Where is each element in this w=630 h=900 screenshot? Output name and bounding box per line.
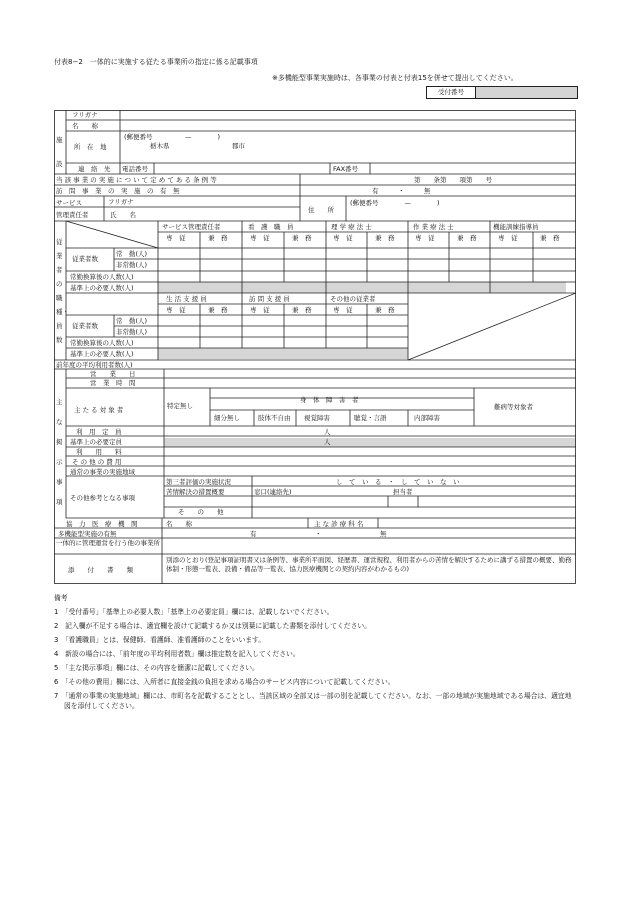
category-internal: 内部障害 bbox=[414, 414, 440, 422]
attachment-label: 添 付 書 類 bbox=[68, 566, 133, 574]
fte-label-1: 常勤換算後の人数(人) bbox=[70, 273, 134, 281]
business-hours-label: 営 業 時 間 bbox=[90, 379, 136, 387]
sub-fulltime-6: 専 従 bbox=[166, 306, 186, 314]
remark-item: 2 記入欄が不足する場合は、適宜欄を設けて記載するか又は別葉に記載した書類を添付してください。 bbox=[54, 622, 371, 630]
medical-institution-label: 協 力 医 療 機 関 bbox=[66, 520, 138, 528]
third-party-eval-value[interactable]: し て い る ・ し て い な い bbox=[336, 478, 460, 486]
facility-tel-label: 電話番号 bbox=[122, 165, 148, 173]
fulltime-label-2: 常 勤(人) bbox=[116, 317, 148, 325]
intractable-disease-label: 難病等対象者 bbox=[494, 403, 533, 411]
remarks-heading: 備考 bbox=[54, 594, 68, 602]
remark-item: 3 「看護職員」とは、保健師、看護師、准看護師のことをいいます。 bbox=[54, 636, 266, 644]
visiting-value[interactable]: 有 ・ 無 bbox=[372, 187, 431, 195]
sub-concurrent-5: 兼 務 bbox=[540, 234, 560, 242]
third-party-eval-label: 第三者評価の実施状況 bbox=[166, 478, 231, 486]
remark-item: 4 新設の場合には、「前年度の平均利用者数」欄は推定数を記入してください。 bbox=[54, 650, 300, 658]
sub-fulltime-5: 専 従 bbox=[498, 234, 518, 242]
other-fees-label: そ の 他 の 費 用 bbox=[72, 458, 122, 466]
capacity-label: 利 用 定 員 bbox=[76, 428, 122, 436]
ordinance-value[interactable]: 第 条第 項第 号 bbox=[414, 176, 492, 184]
sub-concurrent-7: 兼 務 bbox=[292, 306, 312, 314]
business-days-label: 営 業 日 bbox=[90, 370, 136, 378]
facility-postal[interactable]: (郵便番号 — ) bbox=[124, 133, 221, 141]
manager-label-2: 管理責任者 bbox=[56, 211, 89, 219]
facility-furigana-label: フリガナ bbox=[72, 111, 98, 119]
remark-item: 6 「その他の費用」欄には、入所者に直接金銭の負担を求める場合のサービス内容について記載してください。 bbox=[54, 678, 395, 686]
service-area-label: 通常の事業の実施地域 bbox=[70, 468, 135, 476]
receipt-number-field[interactable] bbox=[476, 87, 577, 98]
sub-concurrent-2: 兼 務 bbox=[292, 234, 312, 242]
col-physical-therapist: 理 学 療 法 士 bbox=[331, 223, 372, 231]
sub-fulltime-4: 専 従 bbox=[415, 234, 435, 242]
remark-item: 1 「受付番号」「基準上の必要人数」「基準上の必要定員」欄には、記載しないでください。 bbox=[54, 608, 334, 616]
manager-postal[interactable]: (郵便番号 — ) bbox=[350, 199, 440, 207]
multi-function-note: ※多機能型事業実施時は、各事業の付表と付表15を併せて提出してください。 bbox=[272, 74, 518, 82]
parttime-label-2: 非常勤(人) bbox=[116, 328, 148, 336]
col-other-staff: その他の従業者 bbox=[330, 295, 376, 303]
category-no-subdivision: 細分無し bbox=[214, 414, 240, 422]
target-users-label: 主 た る 対 象 者 bbox=[74, 406, 124, 414]
medical-dept-label: 主 な 診 療 科 名 bbox=[314, 520, 364, 528]
staff-count-label-1: 従業者数 bbox=[72, 255, 98, 263]
attachment-text: 別添のとおり(登記事項証明書又は条例等、事業所平面図、経歴書、運営規程、利用者からの苦情を解決するために講ずる措置の概要、勤務体制・形態一覧表、設備・備品等一覧表、協力医療機関との契約内容がわかるもの) bbox=[166, 556, 572, 573]
sub-fulltime-3: 専 従 bbox=[333, 234, 353, 242]
category-hearing: 聴覚・言語 bbox=[354, 414, 387, 422]
staff-side-label: 従業者の職種・員数 bbox=[56, 238, 69, 344]
visiting-label: 訪 問 事 業 の 実 施 の 有 無 bbox=[56, 187, 180, 195]
fulltime-label-1: 常 勤(人) bbox=[116, 250, 148, 258]
complaint-window-label: 窓口(連絡先) bbox=[254, 488, 292, 496]
sub-fulltime-8: 専 従 bbox=[333, 306, 353, 314]
multi-function-value[interactable]: 有 ・ 無 bbox=[250, 530, 387, 538]
notice-side-label: 主な掲示事項 bbox=[56, 398, 63, 506]
form-title: 付表8−2 一体的に実施する従たる事業所の指定に係る記載事項 bbox=[54, 58, 258, 66]
manager-label-1: サービス bbox=[56, 199, 82, 207]
remark-item: 5 「主な掲示事項」欄には、その内容を簡潔に記載してください。 bbox=[54, 664, 259, 672]
medical-name-label: 名 称 bbox=[166, 520, 192, 528]
complaint-person-label: 担当者 bbox=[393, 488, 413, 496]
physical-disability-label: 身 体 障 害 者 bbox=[300, 396, 359, 404]
complaint-label: 苦情解決の措置概要 bbox=[166, 488, 225, 496]
ordinance-label: 当 該 事 業 の 実 施 に つ い て 定 め て あ る 条 例 等 bbox=[56, 176, 217, 184]
receipt-number-label: 受付番号 bbox=[427, 87, 476, 98]
col-function-trainer: 機能訓練指導員 bbox=[493, 223, 539, 231]
sub-concurrent-3: 兼 務 bbox=[375, 234, 395, 242]
col-service-manager: サービス管理責任者 bbox=[162, 223, 221, 231]
required-label-2: 基準上の必要人数(人) bbox=[70, 350, 134, 358]
sub-fulltime-7: 専 従 bbox=[250, 306, 270, 314]
col-occupational-therapist: 作 業 療 法 士 bbox=[413, 223, 454, 231]
required-label-1: 基準上の必要人数(人) bbox=[70, 284, 134, 292]
facility-name-label: 名 称 bbox=[72, 122, 98, 130]
col-visit-support: 訪 問 支 援 員 bbox=[249, 295, 290, 303]
other-items-label: その他参考となる事項 bbox=[70, 494, 135, 502]
receipt-number-box bbox=[426, 86, 578, 99]
sub-concurrent-4: 兼 務 bbox=[457, 234, 477, 242]
form-table bbox=[54, 110, 576, 584]
integrated-office-label: 一体的に管理運営を行う他の事業所 bbox=[56, 539, 160, 547]
col-nurse: 看 護 職 員 bbox=[248, 223, 294, 231]
prev-year-users-label: 前年度の平均利用者数(人) bbox=[56, 361, 133, 369]
facility-city: 郡市 bbox=[232, 142, 245, 150]
facility-address-label: 所 在 地 bbox=[74, 143, 107, 151]
sub-fulltime-1: 専 従 bbox=[166, 234, 186, 242]
remark-item: 7 「通常の事業の実施地域」欄には、市町名を記載することとし、当該区域の全部又は一部の別を記載してください。なお、一部の地域が実施地域である場合は、適宜地図を添付してください。 bbox=[54, 692, 572, 710]
required-capacity-label: 基準上の必要定員 bbox=[70, 438, 122, 446]
facility-prefecture: 栃木県 bbox=[150, 142, 170, 150]
multi-function-label: 多機能型実施の有無 bbox=[58, 530, 117, 538]
other-label: そ の 他 bbox=[178, 508, 224, 516]
fte-label-2: 常勤換算後の人数(人) bbox=[70, 339, 134, 347]
facility-fax-label: FAX番号 bbox=[333, 165, 359, 173]
category-visual: 視覚障害 bbox=[304, 414, 330, 422]
sub-concurrent-8: 兼 務 bbox=[375, 306, 395, 314]
sub-concurrent-6: 兼 務 bbox=[208, 306, 228, 314]
manager-furigana-label: フリガナ bbox=[108, 198, 134, 206]
col-life-support: 生 活 支 援 員 bbox=[166, 295, 207, 303]
category-limb: 肢体不自由 bbox=[258, 414, 291, 422]
parttime-label-1: 非常勤(人) bbox=[116, 261, 148, 269]
staff-count-label-2: 従業者数 bbox=[72, 322, 98, 330]
no-limit-label: 特定無し bbox=[167, 402, 193, 410]
facility-side-label: 施設 bbox=[56, 136, 63, 168]
fee-label: 利 用 料 bbox=[76, 448, 122, 456]
capacity-unit: 人 bbox=[324, 428, 331, 436]
required-capacity-unit: 人 bbox=[324, 438, 331, 446]
facility-contact-label: 連 絡 先 bbox=[78, 165, 111, 173]
sub-concurrent-1: 兼 務 bbox=[208, 234, 228, 242]
remarks bbox=[54, 592, 576, 715]
manager-name-label: 氏 名 bbox=[110, 211, 136, 219]
sub-fulltime-2: 専 従 bbox=[250, 234, 270, 242]
manager-address-label: 住 所 bbox=[308, 206, 334, 214]
